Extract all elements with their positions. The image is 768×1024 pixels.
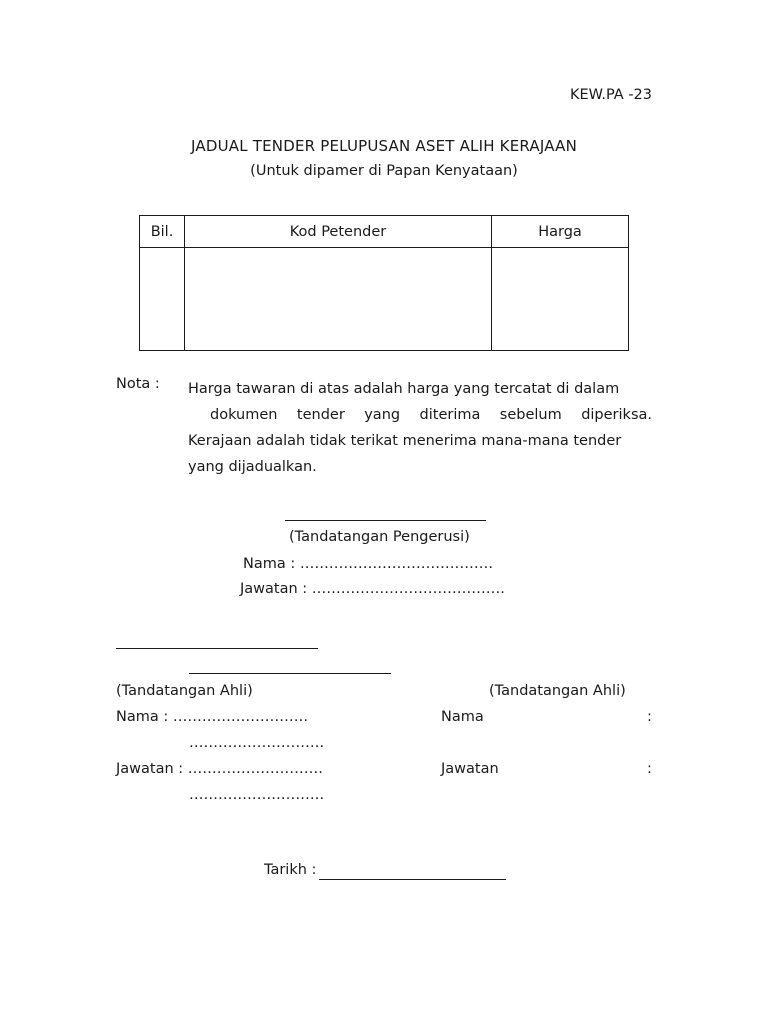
nota-line: Kerajaan adalah tidak terikat menerima mana-mana tender [188,433,622,449]
form-code: KEW.PA -23 [570,87,652,103]
nota-label: Nota : [116,376,160,392]
table-header-row [140,216,629,248]
date-label: Tarikh : [264,862,317,878]
chairman-nama: Nama : …………………………………. [243,556,493,572]
member-right-jawatan-label: Jawatan [441,761,499,777]
member-left-jawatan-continued: ………………………. [189,787,325,803]
member-right-jawatan-colon: : [647,761,652,777]
member-right-nama-label: Nama [441,709,484,725]
member-left-jawatan: Jawatan : ………………………. [116,761,323,777]
nota-line: dokumen tender yang diterima sebelum diperiksa. [210,407,652,423]
table-row [140,248,629,351]
nota-line: yang dijadualkan. [188,459,317,475]
member-right-signature-line [189,673,391,674]
chairman-jawatan: Jawatan : …………………………………. [240,581,505,597]
nota-line: Harga tawaran di atas adalah harga yang tercatat di dalam [188,381,620,397]
chairman-signature-line [285,520,486,521]
member-right-nama-colon: : [647,709,652,725]
member-left-signature-line [116,648,318,649]
tender-table [139,215,629,351]
nota-text [188,376,652,480]
member-left-nama: Nama : ………………………. [116,709,308,725]
cell-bil [140,248,185,351]
chairman-signature-caption: (Tandatangan Pengerusi) [289,529,470,545]
cell-kod-petender [185,248,492,351]
member-left-caption: (Tandatangan Ahli) [116,683,253,699]
header-bil: Bil. [140,216,185,248]
cell-harga [492,248,629,351]
document-subtitle: (Untuk dipamer di Papan Kenyataan) [250,163,518,179]
member-right-caption: (Tandatangan Ahli) [489,683,626,699]
header-harga: Harga [492,216,629,248]
date-line [319,879,506,880]
header-kod-petender: Kod Petender [185,216,492,248]
member-left-nama-continued: ………………………. [189,735,325,751]
document-title: JADUAL TENDER PELUPUSAN ASET ALIH KERAJAAN [191,137,577,155]
